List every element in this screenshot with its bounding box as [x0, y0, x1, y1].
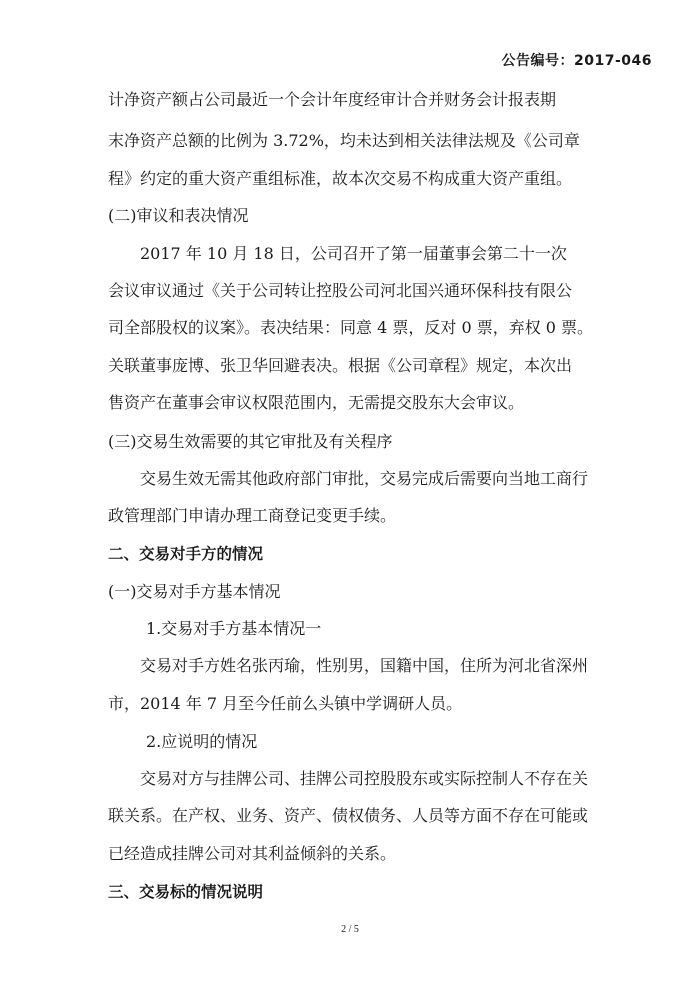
subsection-heading: (三)交易生效需要的其它审批及有关程序	[108, 432, 393, 451]
paragraph-line: 2017 年 10 月 18 日，公司召开了第一届董事会第二十一次	[140, 244, 567, 263]
subsection-heading: (一)交易对手方基本情况	[108, 582, 281, 601]
announcement-number: 公告编号：2017-046	[501, 53, 652, 69]
section-heading: 二、交易对手方的情况	[108, 545, 264, 563]
paragraph-line: 联关系。在产权、业务、资产、债权债务、人员等方面不存在可能或	[108, 806, 589, 825]
item-heading: 1.交易对手方基本情况一	[146, 619, 322, 638]
paragraph-line: 交易生效无需其他政府部门审批，交易完成后需要向当地工商行	[140, 469, 589, 488]
paragraph-line: 交易对方与挂牌公司、挂牌公司控股股东或实际控制人不存在关	[140, 769, 589, 788]
paragraph-line: 计净资产额占公司最近一个会计年度经审计合并财务会计报表期	[108, 90, 557, 109]
paragraph-line: 政管理部门申请办理工商登记变更手续。	[108, 506, 397, 525]
paragraph-line: 关联董事庞博、张卫华回避表决。根据《公司章程》规定，本次出	[108, 356, 573, 375]
paragraph-line: 售资产在董事会审议权限范围内，无需提交股东大会审议。	[108, 393, 525, 412]
paragraph-line: 会议审议通过《关于公司转让控股公司河北国兴通环保科技有限公	[108, 281, 573, 300]
paragraph-line: 市，2014 年 7 月至今任前么头镇中学调研人员。	[108, 694, 463, 713]
section-heading: 三、交易标的情况说明	[108, 883, 264, 901]
paragraph-line: 已经造成挂牌公司对其利益倾斜的关系。	[108, 844, 397, 863]
item-heading: 2.应说明的情况	[146, 732, 258, 751]
paragraph-line: 程》约定的重大资产重组标准，故本次交易不构成重大资产重组。	[108, 169, 573, 188]
paragraph-line: 司全部股权的议案》。表决结果：同意 4 票，反对 0 票，弃权 0 票。	[108, 318, 594, 337]
paragraph-line: 交易对手方姓名张丙瑜，性别男，国籍中国，住所为河北省深州	[140, 656, 589, 675]
page-number: 2 / 5	[341, 924, 359, 935]
subsection-heading: (二)审议和表决情况	[108, 206, 249, 225]
paragraph-line: 末净资产总额的比例为 3.72%，均未达到相关法律法规及《公司章	[108, 131, 580, 150]
